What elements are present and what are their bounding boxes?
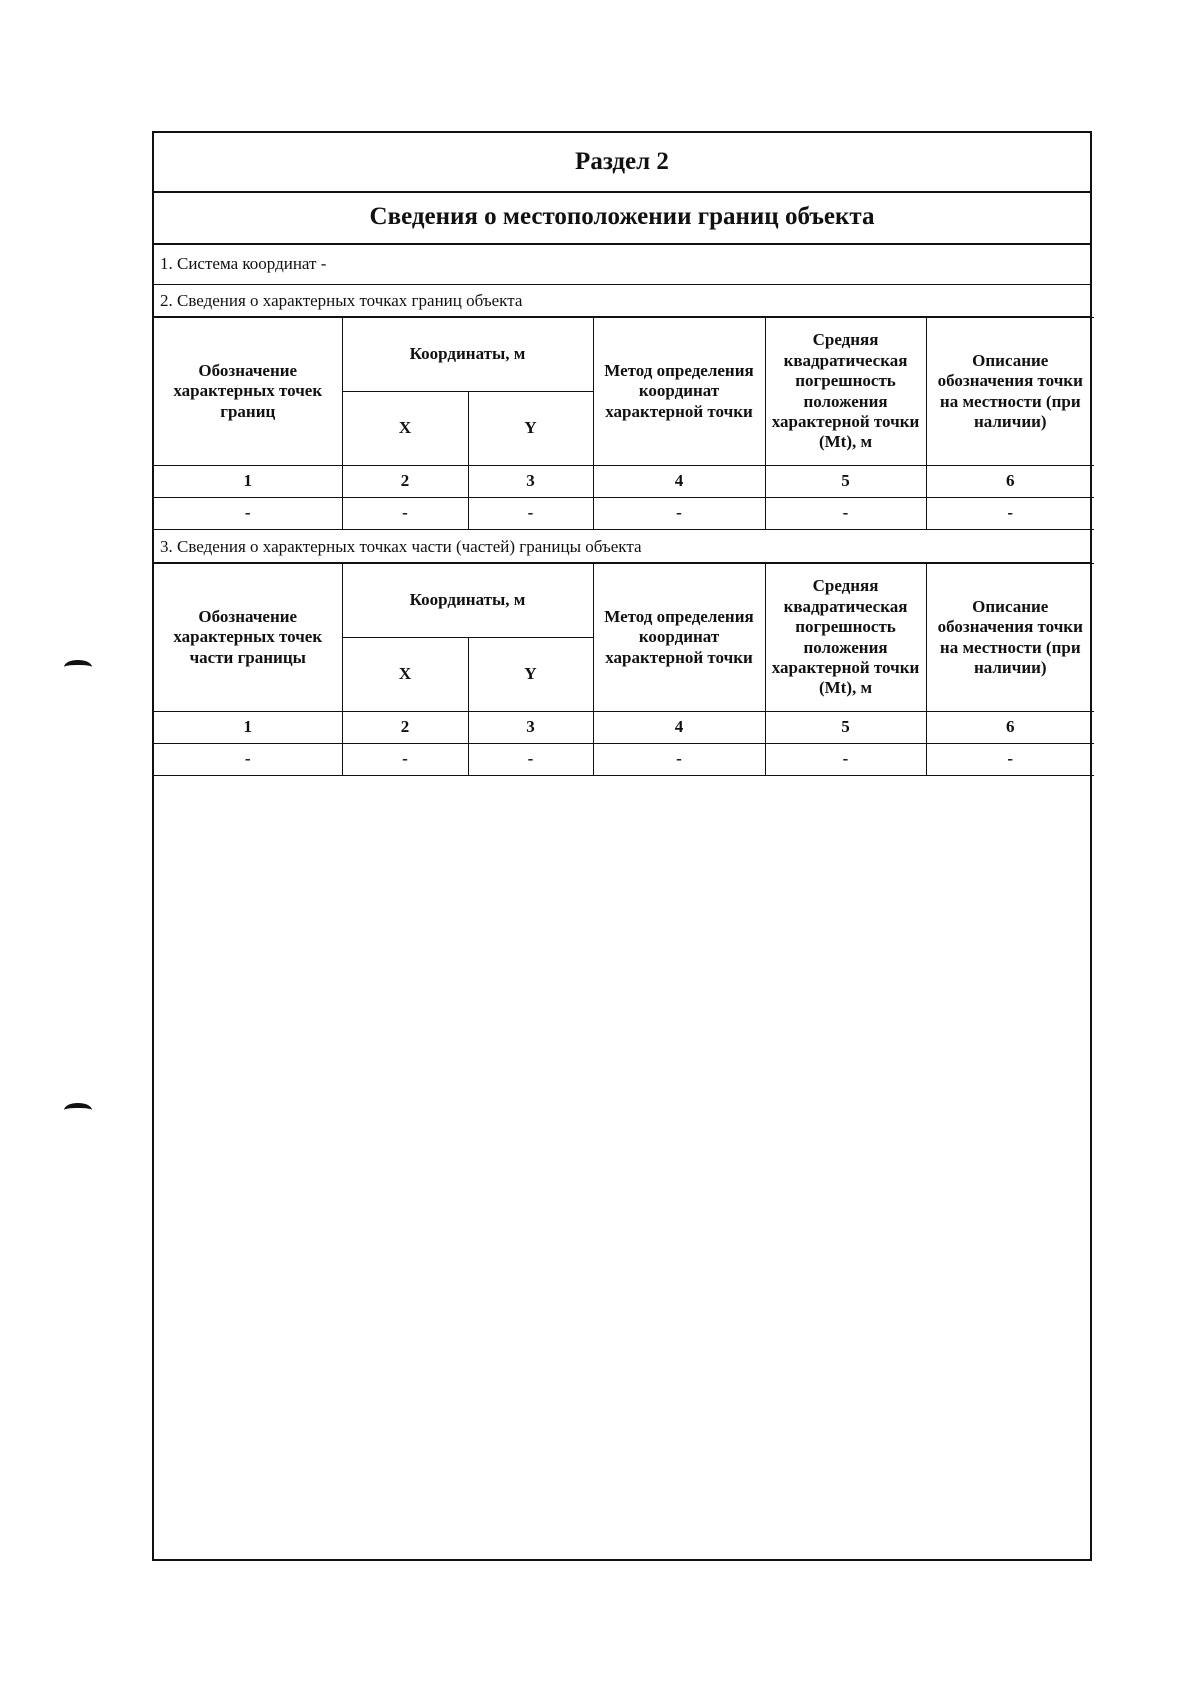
header-y: Y	[468, 392, 593, 466]
table-cell: 4	[593, 712, 765, 744]
table-header-row	[154, 318, 1094, 392]
section-subtitle: Сведения о местоположении границ объекта	[154, 191, 1090, 245]
points-section-heading: 2. Сведения о характерных точках границ объекта	[154, 285, 1090, 317]
table-number-row	[154, 712, 1094, 744]
table-cell: -	[468, 744, 593, 776]
document-frame	[152, 131, 1092, 1561]
table-cell: -	[765, 744, 926, 776]
coordinate-system-line: 1. Система координат -	[154, 243, 1090, 285]
header-mean-error: Средняя квадратическая погрешность положения характерной точки (Mt), м	[765, 318, 926, 466]
part-boundary-points-table	[154, 563, 1094, 776]
table-cell: 5	[765, 712, 926, 744]
table-cell: 2	[342, 712, 468, 744]
header-point-designation: Обозначение характерных точек части границы	[154, 564, 342, 712]
table-cell: -	[926, 744, 1094, 776]
header-description: Описание обозначения точки на местности (при наличии)	[926, 564, 1094, 712]
table-cell: 4	[593, 466, 765, 498]
punch-hole-mark-bottom	[64, 1103, 92, 1117]
header-description: Описание обозначения точки на местности (при наличии)	[926, 318, 1094, 466]
punch-hole-mark-top	[64, 660, 92, 674]
table-cell: -	[593, 498, 765, 530]
table-header-row	[154, 564, 1094, 638]
table-cell: 1	[154, 712, 342, 744]
header-x: X	[342, 638, 468, 712]
section-title: Раздел 2	[154, 133, 1090, 193]
table-cell: -	[342, 498, 468, 530]
table-cell: -	[926, 498, 1094, 530]
boundary-points-table	[154, 317, 1094, 530]
table-cell: -	[468, 498, 593, 530]
header-mean-error: Средняя квадратическая погрешность положения характерной точки (Mt), м	[765, 564, 926, 712]
table-cell: 6	[926, 712, 1094, 744]
header-x: X	[342, 392, 468, 466]
table-cell: -	[593, 744, 765, 776]
table-row	[154, 498, 1094, 530]
table-cell: 2	[342, 466, 468, 498]
header-method: Метод определения координат характерной точки	[593, 564, 765, 712]
table-cell: 1	[154, 466, 342, 498]
table-cell: 3	[468, 712, 593, 744]
table-cell: -	[765, 498, 926, 530]
table-cell: -	[154, 744, 342, 776]
header-y: Y	[468, 638, 593, 712]
table-number-row	[154, 466, 1094, 498]
part-points-section-heading: 3. Сведения о характерных точках части (частей) границы объекта	[154, 531, 1090, 563]
table-cell: 3	[468, 466, 593, 498]
header-method: Метод определения координат характерной точки	[593, 318, 765, 466]
table-cell: 6	[926, 466, 1094, 498]
header-coordinates: Координаты, м	[342, 318, 593, 392]
header-point-designation: Обозначение характерных точек границ	[154, 318, 342, 466]
table-cell: 5	[765, 466, 926, 498]
table-row	[154, 744, 1094, 776]
table-cell: -	[342, 744, 468, 776]
header-coordinates: Координаты, м	[342, 564, 593, 638]
table-cell: -	[154, 498, 342, 530]
